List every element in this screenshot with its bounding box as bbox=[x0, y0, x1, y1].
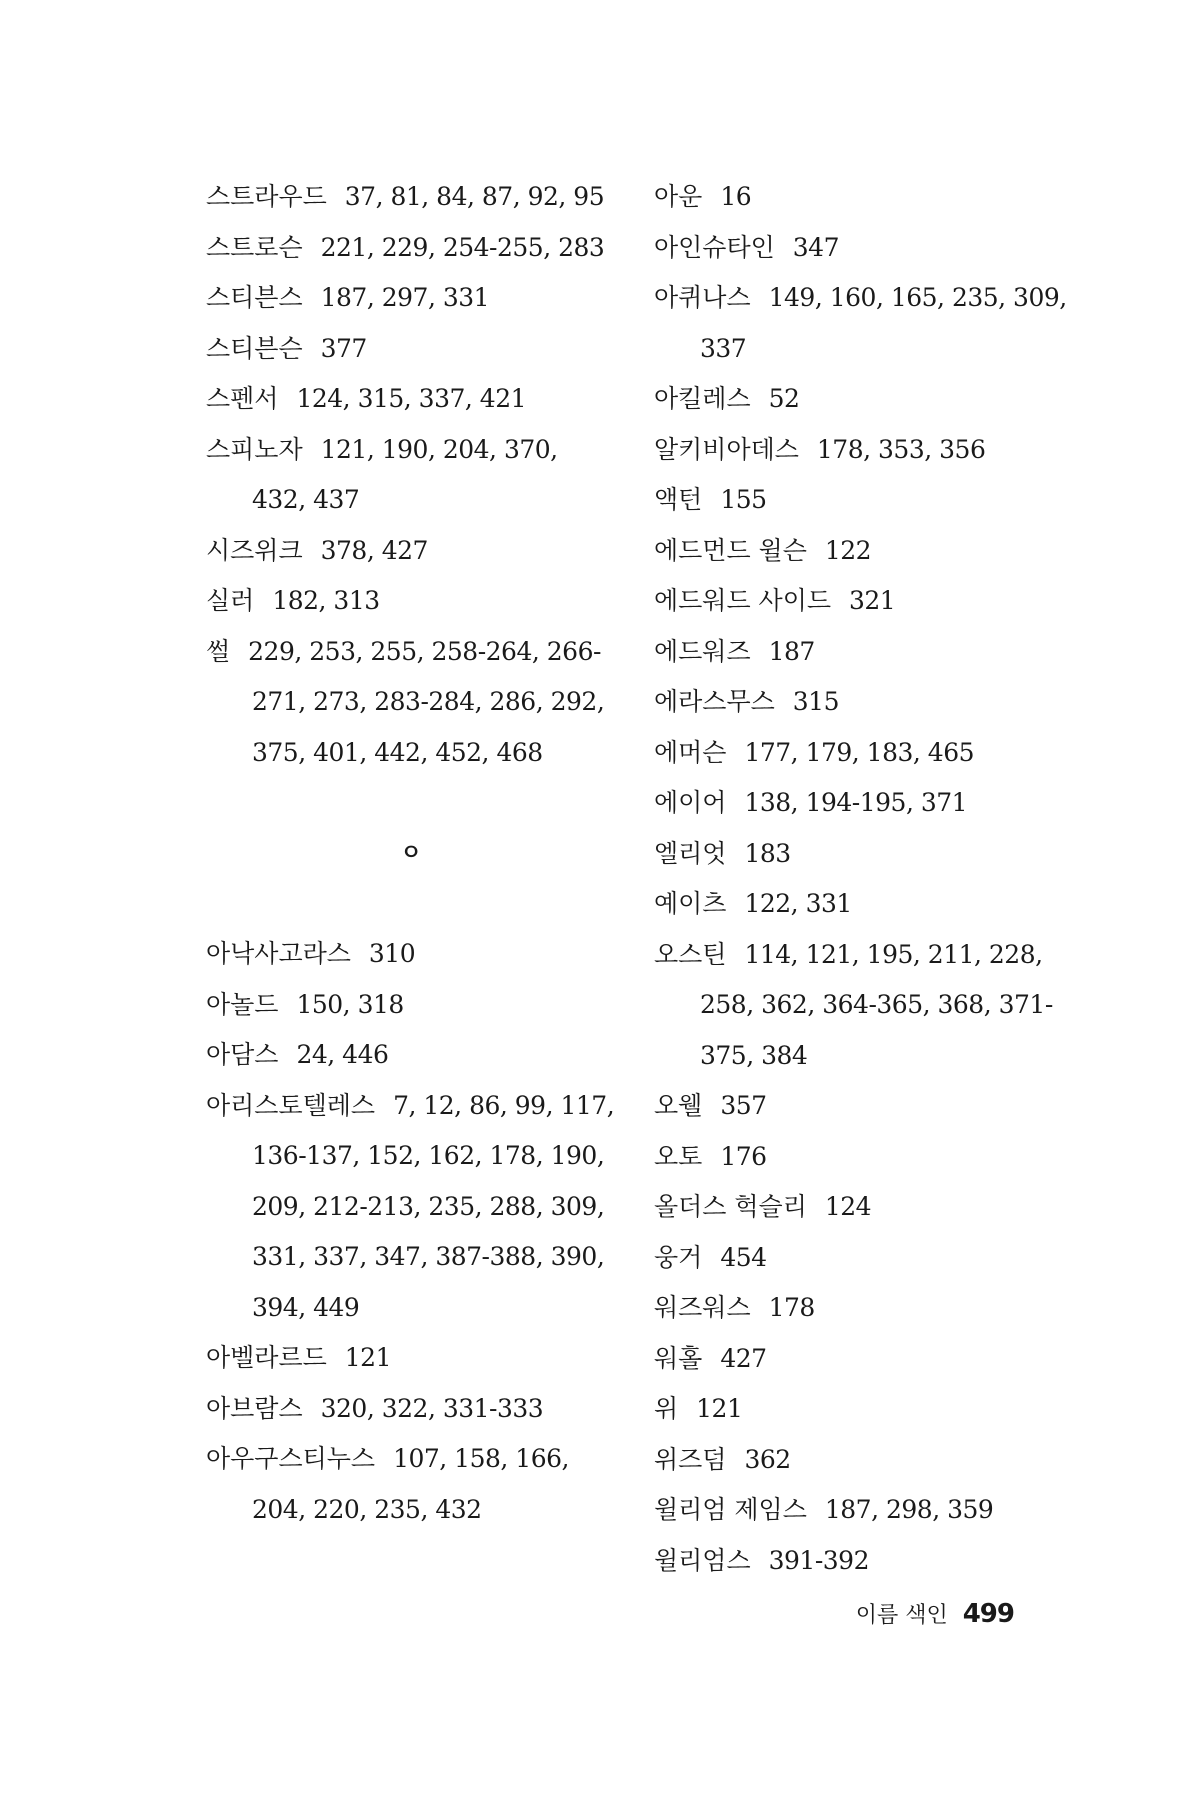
entry-name: 스티븐스 bbox=[206, 283, 303, 312]
index-entry bbox=[654, 627, 1074, 678]
index-entry bbox=[206, 627, 616, 779]
page-number: 499 bbox=[962, 1599, 1014, 1629]
entry-pages: 7, 12, 86, 99, 117, 136-137, 152, 162, 178, 190, 209, 212-213, 235, 288, 309, 331, 337, 347, 387-388, 390, 394, 449 bbox=[252, 1090, 615, 1322]
index-entry bbox=[654, 728, 1074, 779]
index-entry bbox=[654, 374, 1074, 425]
footer-section-label: 이름 색인 bbox=[855, 1603, 948, 1628]
index-entry bbox=[654, 1485, 1074, 1536]
index-group-s bbox=[206, 172, 616, 778]
entry-pages: 378, 427 bbox=[320, 535, 428, 565]
index-entry bbox=[654, 1536, 1074, 1587]
index-entry bbox=[654, 172, 1074, 223]
index-entry bbox=[206, 374, 616, 425]
index-entry bbox=[206, 1434, 616, 1535]
entry-name: 올더스 헉슬리 bbox=[654, 1192, 807, 1221]
index-entry bbox=[206, 980, 616, 1031]
entry-name: 에드워즈 bbox=[654, 636, 751, 666]
index-entry bbox=[206, 1333, 616, 1384]
entry-name: 아담스 bbox=[206, 1040, 279, 1069]
entry-name: 아운 bbox=[654, 182, 703, 211]
index-entry bbox=[654, 576, 1074, 627]
index-entry bbox=[654, 1233, 1074, 1284]
index-entry bbox=[206, 172, 616, 223]
index-entry bbox=[206, 1030, 616, 1081]
entry-pages: 122 bbox=[824, 535, 872, 565]
entry-pages: 122, 331 bbox=[744, 889, 852, 918]
index-entry bbox=[206, 324, 616, 375]
entry-pages: 315 bbox=[792, 687, 839, 716]
entry-name: 스트로슨 bbox=[206, 232, 303, 262]
entry-pages: 391-392 bbox=[768, 1545, 869, 1575]
entry-name: 스티븐슨 bbox=[206, 333, 303, 363]
index-entry bbox=[654, 930, 1074, 1082]
entry-pages: 114, 121, 195, 211, 228, 258, 362, 364-365, 368, 371-375, 384 bbox=[700, 939, 1053, 1070]
entry-name: 에이어 bbox=[654, 788, 727, 817]
entry-pages: 182, 313 bbox=[272, 586, 380, 615]
index-entry bbox=[654, 1384, 1074, 1435]
index-entry bbox=[206, 1384, 616, 1435]
entry-name: 썰 bbox=[206, 636, 231, 666]
entry-pages: 320, 322, 331-333 bbox=[320, 1393, 544, 1423]
entry-name: 아인슈타인 bbox=[654, 232, 775, 262]
index-entry bbox=[206, 1081, 616, 1334]
entry-name: 위 bbox=[654, 1394, 679, 1423]
entry-pages: 454 bbox=[720, 1242, 767, 1272]
entry-name: 윌리엄스 bbox=[654, 1545, 751, 1575]
index-entry bbox=[654, 1081, 1074, 1132]
entry-pages: 176 bbox=[720, 1141, 767, 1171]
index-entry bbox=[654, 526, 1074, 577]
entry-pages: 150, 318 bbox=[296, 989, 404, 1019]
entry-name: 웅거 bbox=[654, 1242, 703, 1272]
entry-pages: 177, 179, 183, 465 bbox=[744, 737, 975, 767]
index-entry bbox=[206, 576, 616, 627]
index-entry bbox=[654, 1132, 1074, 1183]
index-entry bbox=[206, 929, 616, 980]
index-entry bbox=[206, 425, 616, 526]
index-entry bbox=[654, 273, 1074, 374]
entry-name: 아벨라르드 bbox=[206, 1343, 327, 1372]
entry-pages: 221, 229, 254-255, 283 bbox=[320, 232, 605, 262]
entry-name: 윌리엄 제임스 bbox=[654, 1495, 807, 1524]
entry-pages: 52 bbox=[768, 384, 800, 413]
index-entry bbox=[654, 425, 1074, 476]
index-group-ieung bbox=[206, 929, 616, 1535]
entry-name: 스펜서 bbox=[206, 384, 279, 413]
index-entry bbox=[654, 1435, 1074, 1486]
right-column bbox=[654, 172, 1074, 1586]
entry-name: 워홀 bbox=[654, 1343, 703, 1373]
index-entry bbox=[654, 829, 1074, 880]
entry-pages: 121 bbox=[344, 1343, 391, 1372]
entry-name: 아리스토텔레스 bbox=[206, 1090, 376, 1120]
entry-pages: 178 bbox=[768, 1293, 815, 1322]
index-entry bbox=[206, 223, 616, 274]
entry-pages: 187, 297, 331 bbox=[320, 283, 490, 312]
entry-pages: 183 bbox=[744, 838, 791, 868]
entry-pages: 310 bbox=[368, 939, 416, 968]
entry-name: 에머슨 bbox=[654, 737, 727, 767]
entry-pages: 321 bbox=[849, 586, 896, 615]
entry-pages: 107, 158, 166, 204, 220, 235, 432 bbox=[252, 1444, 569, 1524]
entry-pages: 347 bbox=[792, 232, 839, 262]
index-entry bbox=[654, 223, 1074, 274]
entry-name: 아우구스티누스 bbox=[206, 1444, 376, 1473]
entry-pages: 37, 81, 84, 87, 92, 95 bbox=[344, 182, 605, 211]
entry-name: 오토 bbox=[654, 1141, 703, 1171]
entry-pages: 187 bbox=[768, 636, 815, 666]
entry-name: 위즈덤 bbox=[654, 1444, 727, 1474]
entry-pages: 16 bbox=[720, 182, 752, 211]
entry-name: 스피노자 bbox=[206, 434, 303, 464]
entry-name: 스트라우드 bbox=[206, 182, 327, 211]
entry-pages: 427 bbox=[720, 1343, 767, 1373]
entry-name: 아킬레스 bbox=[654, 384, 751, 413]
entry-name: 시즈위크 bbox=[206, 535, 303, 565]
entry-pages: 24, 446 bbox=[296, 1040, 389, 1069]
entry-pages: 357 bbox=[720, 1091, 767, 1120]
entry-name: 아낙사고라스 bbox=[206, 939, 351, 968]
entry-pages: 124, 315, 337, 421 bbox=[296, 384, 527, 413]
entry-name: 알키비아데스 bbox=[654, 434, 799, 464]
entry-name: 오스틴 bbox=[654, 939, 727, 969]
entry-pages: 149, 160, 165, 235, 309, 337 bbox=[700, 283, 1067, 363]
entry-pages: 121, 190, 204, 370, 432, 437 bbox=[252, 434, 558, 514]
entry-pages: 138, 194-195, 371 bbox=[744, 788, 968, 817]
index-entry bbox=[654, 1334, 1074, 1385]
entry-name: 엘리엇 bbox=[654, 838, 727, 868]
entry-name: 아브람스 bbox=[206, 1393, 303, 1423]
entry-pages: 124 bbox=[824, 1192, 872, 1221]
entry-name: 에드워드 사이드 bbox=[654, 586, 831, 615]
index-entry bbox=[654, 475, 1074, 526]
index-entry bbox=[654, 879, 1074, 930]
entry-pages: 155 bbox=[720, 485, 767, 514]
entry-pages: 187, 298, 359 bbox=[824, 1495, 994, 1524]
index-entry bbox=[654, 1182, 1074, 1233]
index-entry bbox=[654, 778, 1074, 829]
section-heading: ㅇ bbox=[400, 841, 422, 866]
entry-name: 워즈워스 bbox=[654, 1293, 751, 1322]
entry-pages: 362 bbox=[744, 1444, 791, 1474]
entry-pages: 377 bbox=[320, 333, 367, 363]
index-entry bbox=[654, 677, 1074, 728]
index-entry bbox=[206, 273, 616, 324]
entry-pages: 121 bbox=[696, 1394, 743, 1423]
entry-name: 에드먼드 윌슨 bbox=[654, 535, 807, 565]
index-entry bbox=[206, 526, 616, 577]
entry-name: 오웰 bbox=[654, 1091, 703, 1120]
entry-pages: 178, 353, 356 bbox=[816, 434, 986, 464]
entry-name: 아퀴나스 bbox=[654, 283, 751, 312]
entry-name: 실러 bbox=[206, 586, 255, 615]
entry-name: 아놀드 bbox=[206, 989, 279, 1019]
entry-name: 에라스무스 bbox=[654, 687, 775, 716]
entry-name: 예이츠 bbox=[654, 889, 727, 918]
entry-name: 액턴 bbox=[654, 485, 703, 514]
entry-pages: 229, 253, 255, 258-264, 266-271, 273, 283-284, 286, 292, 375, 401, 442, 452, 468 bbox=[248, 636, 605, 767]
page-footer bbox=[856, 1598, 1014, 1629]
index-entry bbox=[654, 1283, 1074, 1334]
left-column bbox=[206, 172, 616, 1535]
